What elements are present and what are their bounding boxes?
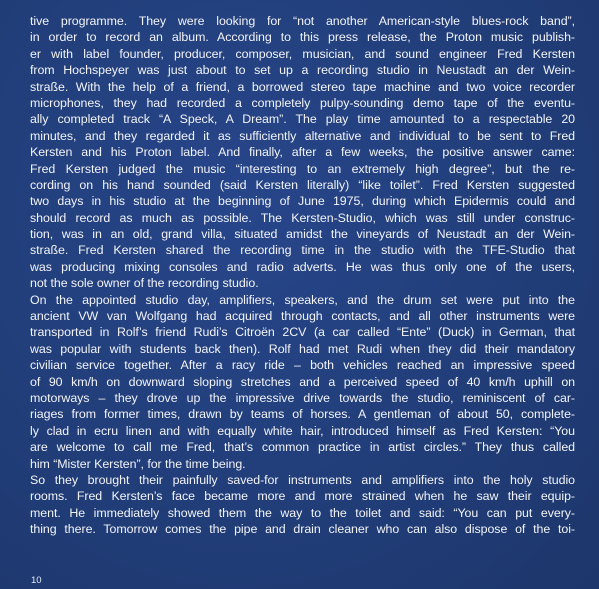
page-number: 10 [31, 575, 42, 586]
text-line: thing there. Tomorrow comes the pipe and drain cleaner who can also dispose of the toi- [30, 522, 575, 537]
text-line: ment. He immediately showed them the way to the toilet and said: “You can put every- [30, 505, 575, 520]
text-line: So they brought their painfully saved-for instruments and amplifiers into the holy studio [30, 472, 575, 487]
text-line: was producing mixing consoles and radio adverts. He was thus only one of the users, [30, 259, 575, 274]
text-line: ally completed track “A Speck, A Dream”. The play time amounted to a respectable 20 [30, 112, 575, 127]
text-line: transported in Rolf’s friend Rudi’s Citroën 2CV (a car called “Ente” (Duck) in German, that [30, 325, 575, 340]
text-line: two days in his studio at the beginning of June 1975, during which Epidermis could and [30, 194, 575, 209]
text-line: Fred Kersten judged the music “interesting to an extremely high degree”, but the re- [30, 161, 575, 176]
text-line: from Hochspeyer was just about to set up a recording studio in Neustadt an der Wein- [30, 63, 575, 78]
text-line: Kersten and his Proton label. And finally, after a few weeks, the positive answer came: [30, 145, 575, 160]
text-line: straße. Fred Kersten shared the recording time in the studio with the TFE-Studio that [30, 243, 575, 258]
text-line: civilian service together. After a racy ride – both vehicles reached an impressive speed [30, 358, 575, 373]
text-line: minutes, and they regarded it as sufficiently alternative and individual to be sent to Fred [30, 128, 575, 143]
text-line: riages from former times, drawn by teams of horses. A gentleman of about 50, complete- [30, 407, 575, 422]
body-text [30, 13, 575, 538]
text-line: er with label founder, producer, composer, musician, and sound engineer Fred Kersten [30, 46, 575, 61]
text-line: On the appointed studio day, amplifiers, speakers, and the drum set were put into the [30, 292, 575, 307]
text-line: tive programme. They were looking for “not another American-style blues-rock band”, [30, 14, 575, 28]
text-line: of 90 km/h on downward sloping stretches and a perceived speed of 40 km/h uphill on [30, 374, 575, 389]
text-line: ancient VW van Wolfgang had acquired through contacts, and all other instruments were [30, 309, 575, 324]
text-line: rooms. Fred Kersten’s face became more and more strained when he saw their equip- [30, 489, 575, 504]
text-line: in order to record an album. According to this press release, the Proton music publish- [30, 30, 575, 45]
text-line: him “Mister Kersten”, for the time being. [30, 456, 246, 471]
text-line: was popular with students back then). Rolf had met Rudi when they did their mandatory [30, 341, 575, 356]
text-line: straße. With the help of a friend, a borrowed stereo tape machine and two voice recorder [30, 79, 575, 94]
text-line: ly clad in ecru linen and with equally white hair, introduced himself as Fred Kersten: “You [30, 423, 575, 438]
text-line: cording on his hand sounded (said Kersten literally) “like toilet”. Fred Kersten suggested [30, 177, 575, 192]
text-line: should record as much as possible. The Kersten-Studio, which was still under construc- [30, 210, 575, 225]
text-line: microphones, they had recorded a completely pulpy-sounding demo tape of the eventu- [30, 95, 575, 110]
text-line: not the sole owner of the recording studio. [30, 276, 259, 291]
text-line: motorways – they drove up the impressive drive towards the studio, reminiscent of car- [30, 390, 575, 405]
text-line: are welcome to call me Fred, that’s common practice in artist circles.” They thus called [30, 440, 575, 455]
text-line: tion, was in an old, grand villa, situated amidst the vineyards of Neustadt an der Wein- [30, 227, 575, 242]
